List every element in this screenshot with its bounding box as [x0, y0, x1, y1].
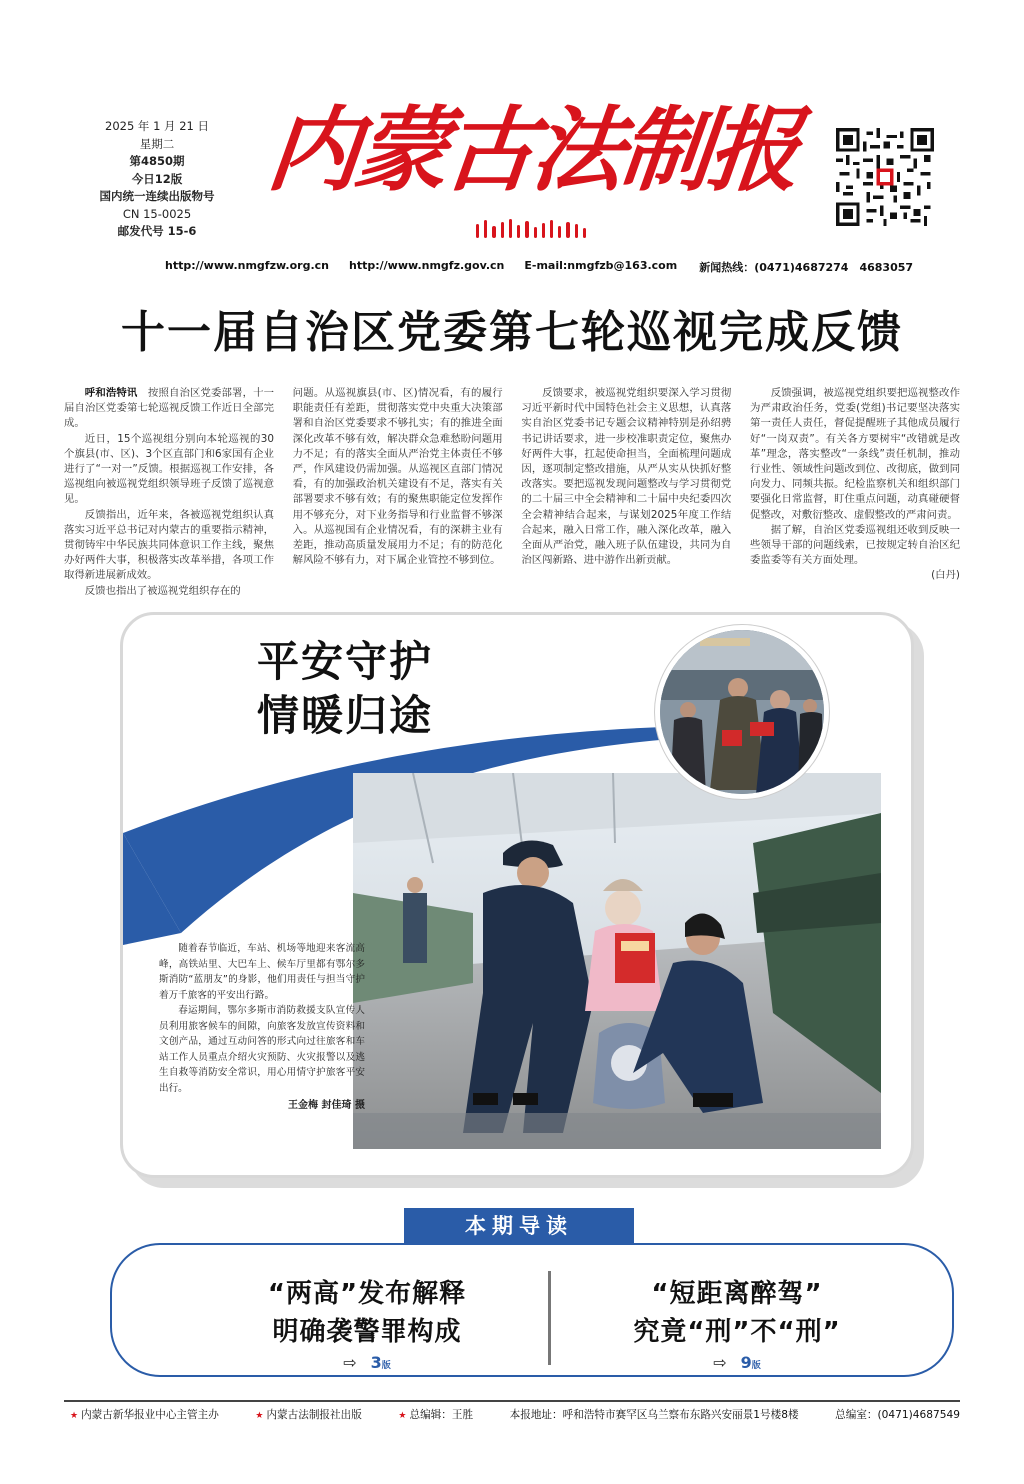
feature-title-line-2: 情暖归途	[257, 691, 434, 740]
article-paragraph: 问题。从巡视旗县(市、区)情况看，有的履行职能责任有差距，贯彻落实党中央重大决策部署和自治区党委要求不够扎实；有的推进全面深化改革不够有效，解决群众急难愁盼问题用力不足；有的落实全面从严治党主体责任不够严，作风建设仍需加强。从巡视区直部门情况看，有的加强政治机关建设有不足，落实有关部署要求不够有效；有的聚焦职能定位发挥作用不够充分，对下业务指导和行业监督不够深入。从巡视国有企业情况看，有的深耕主业有差距，推动高质量发展用力不足；有的防范化解风险不够有力，对下属企业管控不够到位。	[292, 387, 503, 567]
footer-editor	[398, 1407, 473, 1422]
star-icon: ★	[398, 1411, 407, 1421]
guide-box	[110, 1243, 954, 1377]
railway-platform-photo	[353, 773, 881, 1149]
article-column-2	[293, 386, 503, 599]
guide-left-line-2: 明确袭警罪构成	[272, 1317, 462, 1347]
cn-number: CN 15-0025	[122, 206, 192, 221]
footer-editor-text: 总编辑：王胜	[409, 1409, 474, 1421]
page-number: 3	[370, 1353, 382, 1372]
article-column-1	[64, 386, 274, 599]
issue-weekday: 星期二	[139, 136, 175, 151]
issue-date: 2025 年 1 月 21 日	[105, 119, 209, 133]
page-number: 9	[740, 1353, 752, 1372]
postal-code: 邮发代号 15-6	[117, 224, 197, 238]
qr-code-icon[interactable]	[836, 128, 934, 226]
star-icon: ★	[255, 1411, 264, 1421]
guide-divider	[548, 1271, 551, 1365]
photo-caption	[159, 941, 365, 1114]
issue-info	[82, 118, 232, 241]
guide-right-line-2: 究竟“刑”不“刑”	[633, 1317, 841, 1347]
photo-credit: 王金梅 封佳琦 摄	[288, 1100, 365, 1111]
photo-feature	[120, 612, 914, 1178]
feature-title	[257, 635, 433, 743]
article-paragraph	[64, 386, 274, 432]
news-hotline: 新闻热线：(0471)4687274 4683057	[699, 261, 914, 274]
article-column-3	[521, 386, 731, 599]
star-icon: ★	[70, 1411, 79, 1421]
article-paragraph: 据了解，自治区党委巡视组还收到反映一些领导干部的问题线索，已按规定转自治区纪委监委等有关方面处理。	[749, 523, 960, 567]
arrow-right-icon: ⇨	[343, 1353, 357, 1372]
guide-item-left[interactable]	[192, 1275, 542, 1372]
contact-row	[165, 259, 914, 275]
newspaper-logo: 内蒙古法制报	[262, 96, 802, 204]
serial-label: 国内统一连续出版物号	[99, 189, 215, 203]
article-dateline: 呼和浩特讯	[84, 387, 138, 399]
guide-label: 本期导读	[404, 1208, 634, 1244]
page-suffix: 版	[751, 1361, 761, 1371]
main-photo	[353, 773, 881, 1149]
article-column-4	[750, 386, 960, 599]
article-paragraph: 反馈指出，近年来，各被巡视党组织认真落实习近平总书记对内蒙古的重要指示精神，贯彻铸牢中华民族共同体意识工作主线，聚焦办好两件大事，积极落实改革举措，各项工作取得新进展新成效。	[64, 508, 274, 582]
article-paragraph: 反馈要求，被巡视党组织要深入学习贯彻习近平新时代中国特色社会主义思想，认真落实自治区党委书记专题会议精神特别是孙绍骋书记讲话要求，进一步校准职责定位，聚焦办好两件大事，扛起使命担当，全面梳理问题成因，逐项制定整改措施，从严从实从快抓好整改落实。要把巡视发现问题整改与学习贯彻党的二十届三中全会精神和二十届中央纪委四次全会精神结合起来，与谋划2025年度工作结合起来，融入日常工作，融入深化改革，融入全面从严治党，融入班子队伍建设，共同为自治区闯新路、进中游作出新贡献。	[521, 387, 732, 567]
article-byline: (白丹)	[931, 569, 960, 582]
mongolian-script-logo	[476, 218, 586, 238]
footer-office: 总编室：(0471)4687549	[835, 1409, 960, 1421]
email-link[interactable]: E-mail:nmgfzb@163.com	[524, 259, 678, 272]
footer-address: 本报地址：呼和浩特市赛罕区乌兰察布东路兴安丽景1号楼8楼	[509, 1409, 799, 1421]
footer-rule	[64, 1400, 960, 1402]
article-paragraph: 反馈强调，被巡视党组织要把巡视整改作为严肃政治任务，党委(党组)书记要坚决落实第一责任人责任，督促提醒班子其他成员履行好“一岗双责”。有关各方要树牢“改错就是改革”理念，落实整改“一条线”责任机制，推动行业性、领域性问题改到位、改彻底，做到同向发力、同频共振。纪检监察机关和组织部门要强化日常监督，盯住重点问题，动真碰硬督促整改，对敷衍整改、虚假整改的严肃问责。	[749, 387, 960, 521]
guide-left-pageref[interactable]	[192, 1353, 542, 1372]
guide-right-line-1: “短距离醉驾”	[651, 1279, 823, 1309]
station-hall-photo	[660, 630, 824, 794]
footer-sponsor-text: 内蒙古新华报业中心主管主办	[81, 1409, 219, 1421]
issue-pages: 今日12版	[131, 171, 183, 186]
lead-article	[64, 386, 960, 599]
inset-circle-photo	[655, 625, 829, 799]
article-text: 按照自治区党委部署，十一届自治区党委第七轮巡视反馈工作近日全部完成。	[64, 387, 275, 430]
guide-right-pageref[interactable]	[562, 1353, 912, 1372]
feature-title-line-1: 平安守护	[257, 637, 434, 686]
caption-paragraph: 随着春节临近，车站、机场等地迎来客流高峰，高铁站里、大巴车上、候车厅里都有鄂尔多斯消防“蓝朋友”的身影，他们用责任与担当守护着万千旅客的平安出行路。	[159, 943, 365, 1001]
article-paragraph: 反馈也指出了被巡视党组织存在的	[84, 584, 241, 597]
guide-item-right[interactable]	[562, 1275, 912, 1372]
guide-left-line-1: “两高”发布解释	[267, 1279, 467, 1309]
footer-publisher-text: 内蒙古法制报社出版	[266, 1409, 362, 1421]
website-link-1[interactable]: http://www.nmgfzw.org.cn	[165, 259, 329, 272]
page-headline: 十一届自治区党委第七轮巡视完成反馈	[121, 307, 903, 358]
issue-number: 第4850期	[129, 154, 185, 168]
footer-publisher	[255, 1407, 361, 1422]
footer-sponsor	[70, 1407, 219, 1422]
caption-paragraph: 春运期间，鄂尔多斯市消防救援支队宣传人员利用旅客候车的间隙，向旅客发放宣传资料和文创产品，通过互动问答的形式向过往旅客和车站工作人员重点介绍火灾预防、火灾报警以及逃生自救等消防安全常识，用心用情守护旅客平安出行。	[159, 1005, 365, 1094]
website-link-2[interactable]: http://www.nmgfz.gov.cn	[349, 259, 505, 272]
article-paragraph: 近日，15个巡视组分别向本轮巡视的30个旗县(市、区)、3个区直部门和6家国有企业进行了“一对一”反馈。根据巡视工作安排，各巡视组向被巡视党组织领导班子反馈了巡视意见。	[64, 432, 274, 506]
arrow-right-icon: ⇨	[713, 1353, 727, 1372]
footer	[70, 1407, 960, 1422]
page-suffix: 版	[381, 1361, 391, 1371]
